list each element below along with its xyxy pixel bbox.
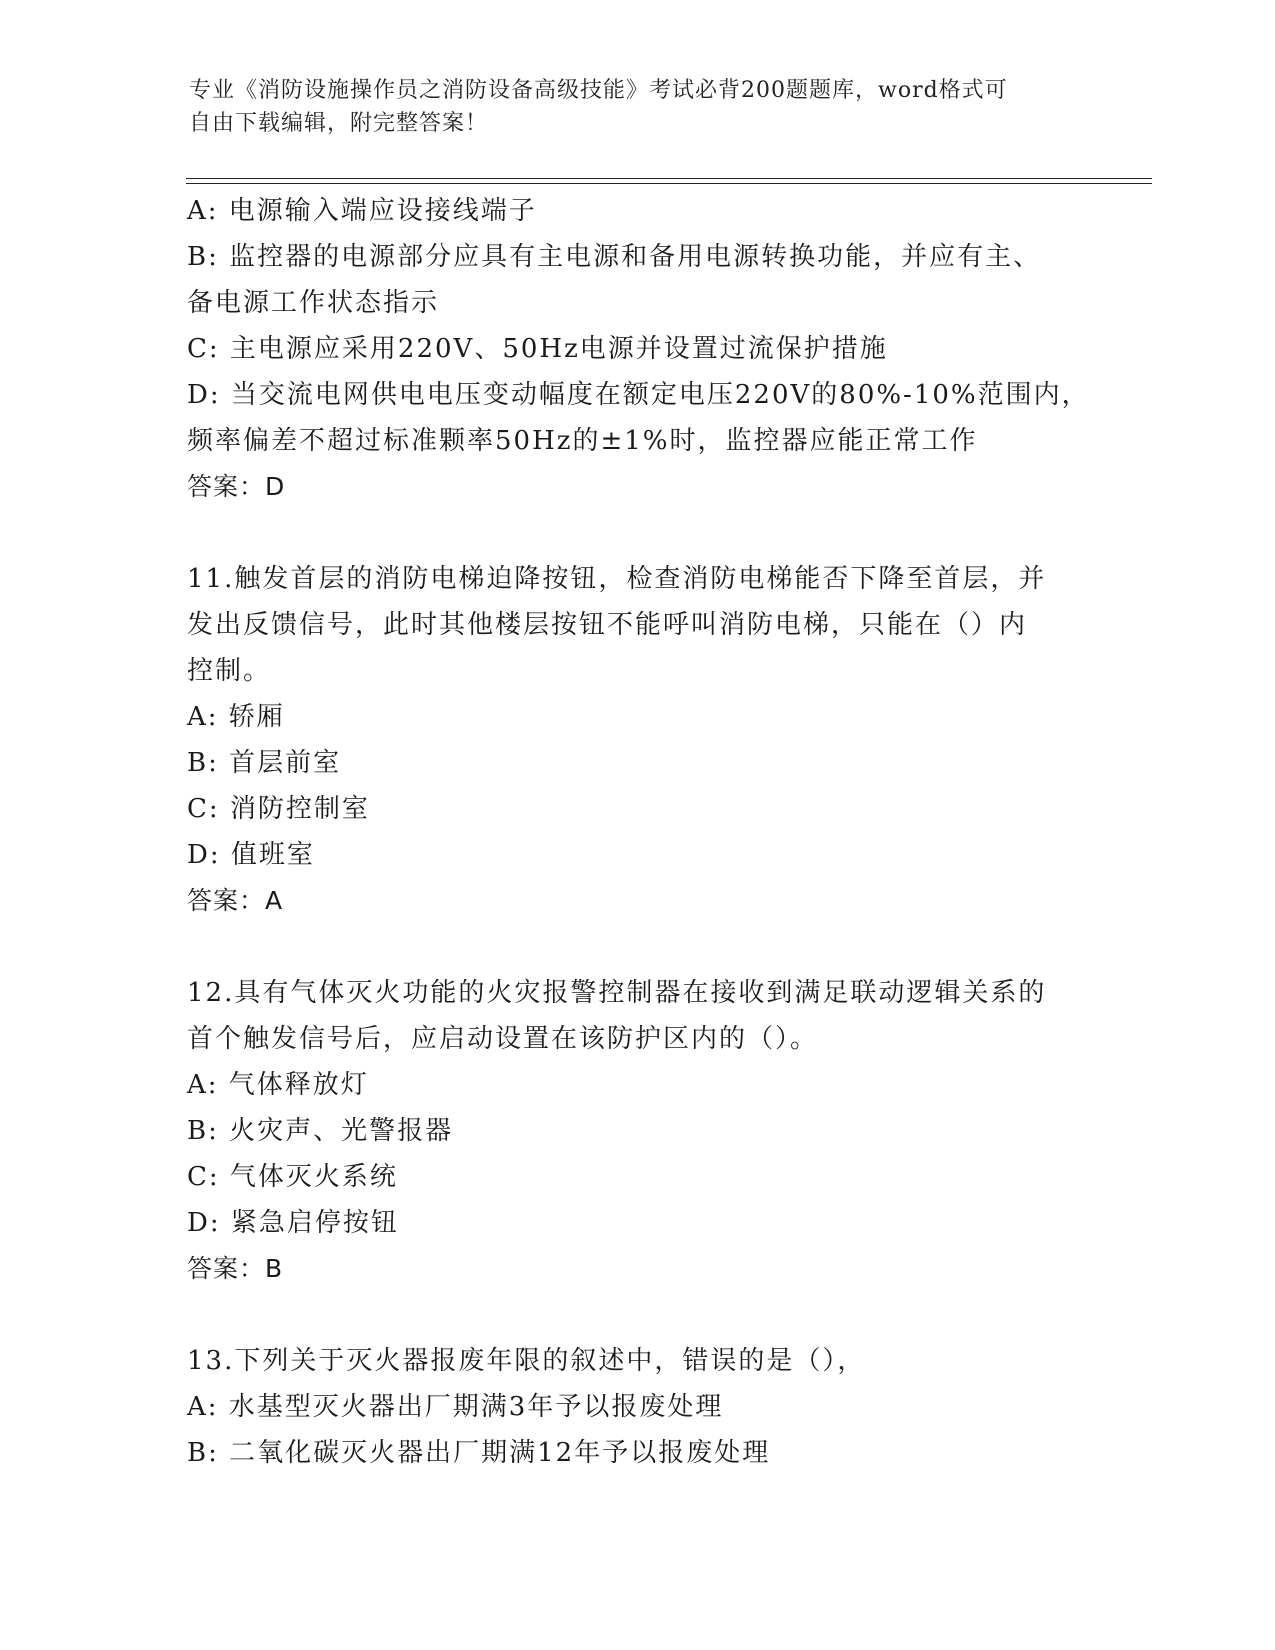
option-d: D: 值班室 xyxy=(187,840,315,870)
option-b: B: 首层前室 xyxy=(187,748,342,778)
option-c: C: 主电源应采用220V、50Hz电源并设置过流保护措施 xyxy=(187,334,888,364)
header-divider-top xyxy=(186,178,1152,179)
question-stem-line-1: 11.触发首层的消防电梯迫降按钮，检查消防电梯能否下降至首层，并 xyxy=(187,564,1047,594)
spacer xyxy=(187,510,1087,556)
answer: 答案：B xyxy=(187,1254,284,1283)
document-header xyxy=(189,74,1069,140)
option-d-line-2: 频率偏差不超过标准颗率50Hz的±1%时，监控器应能正常工作 xyxy=(187,426,978,456)
spacer xyxy=(187,924,1087,970)
header-divider-bottom xyxy=(186,183,1152,184)
option-a: A: 气体释放灯 xyxy=(187,1070,369,1100)
option-c: C: 消防控制室 xyxy=(187,794,370,824)
question-stem-line-2: 发出反馈信号，此时其他楼层按钮不能呼叫消防电梯，只能在（）内 xyxy=(187,610,1028,640)
question-list xyxy=(187,188,1090,1476)
option-d: D: 紧急启停按钮 xyxy=(187,1208,399,1238)
option-d-line-1: D: 当交流电网供电电压变动幅度在额定电压220V的80%-10%范围内， xyxy=(187,380,1090,410)
spacer xyxy=(187,1292,1087,1338)
question-stem-line-1: 13.下列关于灭火器报废年限的叙述中，错误的是（）， xyxy=(187,1346,866,1376)
answer: 答案：D xyxy=(187,472,286,501)
question-10-tail xyxy=(187,188,1090,510)
option-a: A: 水基型灭火器出厂期满3年予以报废处理 xyxy=(187,1392,724,1422)
question-stem-line-1: 12.具有气体灭火功能的火灾报警控制器在接收到满足联动逻辑关系的 xyxy=(187,978,1047,1008)
question-stem-line-3: 控制。 xyxy=(187,656,272,686)
option-b: B: 二氧化碳灭火器出厂期满12年予以报废处理 xyxy=(187,1438,771,1468)
option-b: B: 火灾声、光警报器 xyxy=(187,1116,454,1146)
option-c: C: 气体灭火系统 xyxy=(187,1162,398,1192)
option-b-line-2: 备电源工作状态指示 xyxy=(187,288,440,318)
header-line-2: 自由下载编辑，附完整答案！ xyxy=(189,111,489,136)
question-11 xyxy=(187,556,1087,924)
option-a: A: 电源输入端应设接线端子 xyxy=(187,196,537,226)
option-b-line-1: B: 监控器的电源部分应具有主电源和备用电源转换功能，并应有主、 xyxy=(187,242,1042,272)
question-13 xyxy=(187,1338,1087,1476)
option-a: A: 轿厢 xyxy=(187,702,285,732)
header-line-1: 专业《消防设施操作员之消防设备高级技能》考试必背200题题库，word格式可 xyxy=(189,78,1008,103)
question-stem-line-2: 首个触发信号后，应启动设置在该防护区内的（）。 xyxy=(187,1024,819,1054)
question-12 xyxy=(187,970,1087,1292)
answer: 答案：A xyxy=(187,886,284,915)
